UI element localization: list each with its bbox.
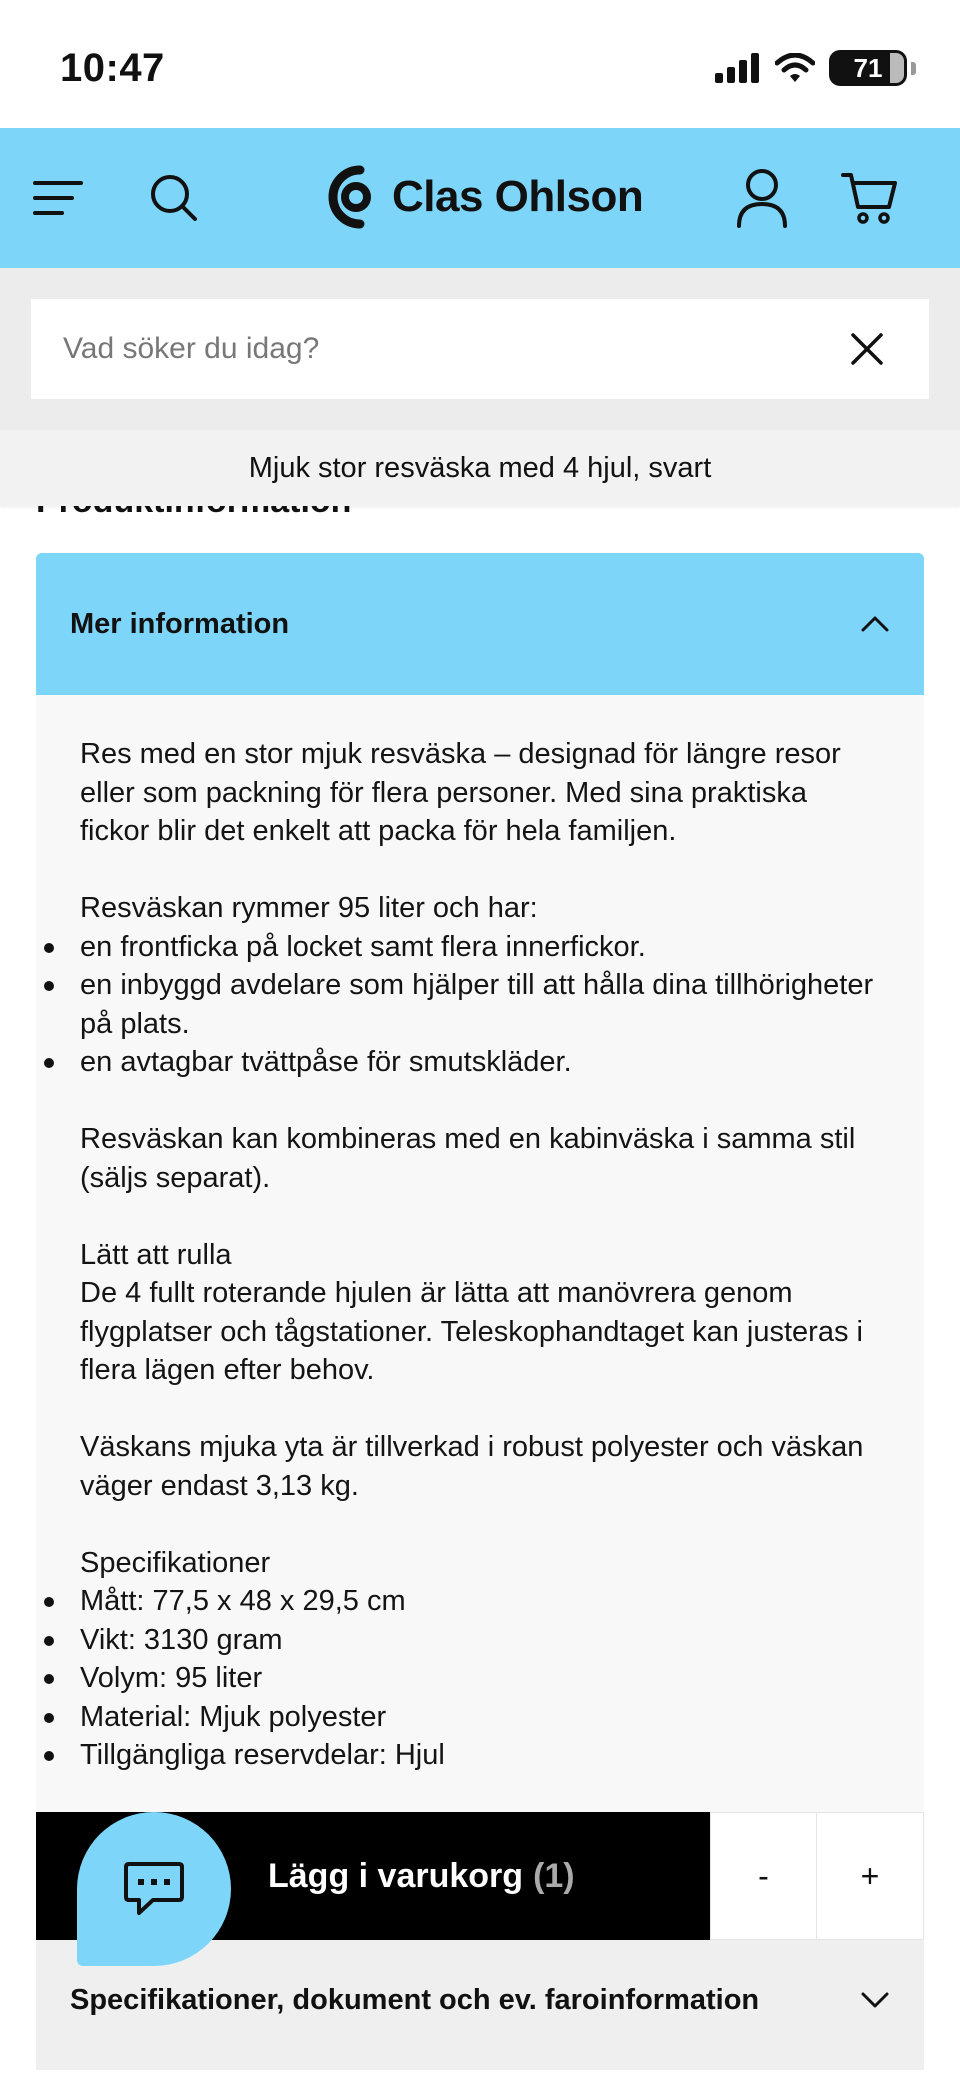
- battery-level: 71: [853, 52, 883, 83]
- list-item: en inbyggd avdelare som hjälper till att hålla dina tillhörigheter på plats.: [80, 966, 880, 1043]
- rolling-text: De 4 fullt roterande hjulen är lätta att manövrera genom flygplatser och tågstationer. Teleskophandtaget kan justeras i flera lägen efter behov.: [80, 1277, 863, 1386]
- chevron-down-icon: [860, 1991, 890, 2009]
- cellular-signal-icon: [715, 53, 761, 83]
- account-icon: [736, 168, 788, 228]
- wifi-icon: [775, 53, 815, 83]
- list-item: Material: Mjuk polyester: [80, 1698, 880, 1737]
- cart-icon: [841, 171, 899, 225]
- search-box: [31, 299, 929, 399]
- account-button[interactable]: [722, 158, 802, 238]
- status-time: 10:47: [60, 46, 165, 90]
- battery-indicator: [829, 50, 907, 86]
- battery-tip: [911, 62, 916, 75]
- intro-text: Res med en stor mjuk resväska – designad för längre resor eller som packning för flera personer. Med sina praktiska fickor blir det enkelt att packa för hela familjen.: [80, 738, 841, 847]
- spec-list: [80, 1582, 880, 1775]
- chat-button[interactable]: [77, 1812, 231, 1966]
- search-button[interactable]: [134, 158, 214, 238]
- specifications-title: Specifikationer, dokument och ev. faroinformation: [70, 1983, 760, 2016]
- status-icons: [715, 50, 916, 86]
- list-item: Volym: 95 liter: [80, 1659, 880, 1698]
- more-info-title: Mer information: [70, 607, 290, 640]
- sticky-product-title: Mjuk stor resväska med 4 hjul, svart: [0, 430, 960, 506]
- list-item: Tillgängliga reservdelar: Hjul: [80, 1736, 880, 1775]
- site-header: [0, 128, 960, 268]
- list-item: Vikt: 3130 gram: [80, 1621, 880, 1660]
- cart-quantity: (1): [533, 1856, 575, 1895]
- chat-icon: [123, 1860, 185, 1918]
- brand-logo-icon: [326, 164, 382, 230]
- search-input[interactable]: [63, 332, 837, 366]
- clear-search-button[interactable]: [837, 319, 897, 379]
- list-item: en avtagbar tvättpåse för smutskläder.: [80, 1043, 880, 1082]
- more-info-accordion: [36, 553, 924, 1995]
- status-bar: [0, 0, 960, 128]
- decrease-quantity-button[interactable]: -: [710, 1812, 817, 1940]
- capacity-lead: Resväskan rymmer 95 liter och har:: [80, 892, 538, 924]
- spec-heading: Specifikationer: [80, 1546, 271, 1579]
- list-item: en frontficka på locket samt flera innerfickor.: [80, 928, 880, 967]
- search-band: [0, 268, 960, 430]
- increase-quantity-button[interactable]: +: [817, 1812, 924, 1940]
- combine-text: Resväskan kan kombineras med en kabinväska i samma stil (säljs separat).: [80, 1123, 856, 1194]
- cart-button[interactable]: [830, 158, 910, 238]
- chevron-up-icon: [860, 615, 890, 633]
- feature-list: [80, 928, 880, 1082]
- menu-button[interactable]: [18, 158, 98, 238]
- more-info-header[interactable]: [36, 553, 924, 695]
- add-to-cart-label: Lägg i varukorg: [268, 1856, 524, 1895]
- rolling-heading: Lätt att rulla: [80, 1238, 232, 1271]
- close-icon: [850, 332, 884, 366]
- brand-name: Clas Ohlson: [392, 172, 644, 221]
- search-icon: [149, 173, 199, 223]
- more-info-body: [36, 695, 924, 1995]
- material-text: Väskans mjuka yta är tillverkad i robust polyester och väskan väger endast 3,13 kg.: [80, 1431, 864, 1502]
- list-item: Mått: 77,5 x 48 x 29,5 cm: [80, 1582, 880, 1621]
- menu-icon: [32, 178, 84, 218]
- brand-logo[interactable]: [326, 164, 643, 230]
